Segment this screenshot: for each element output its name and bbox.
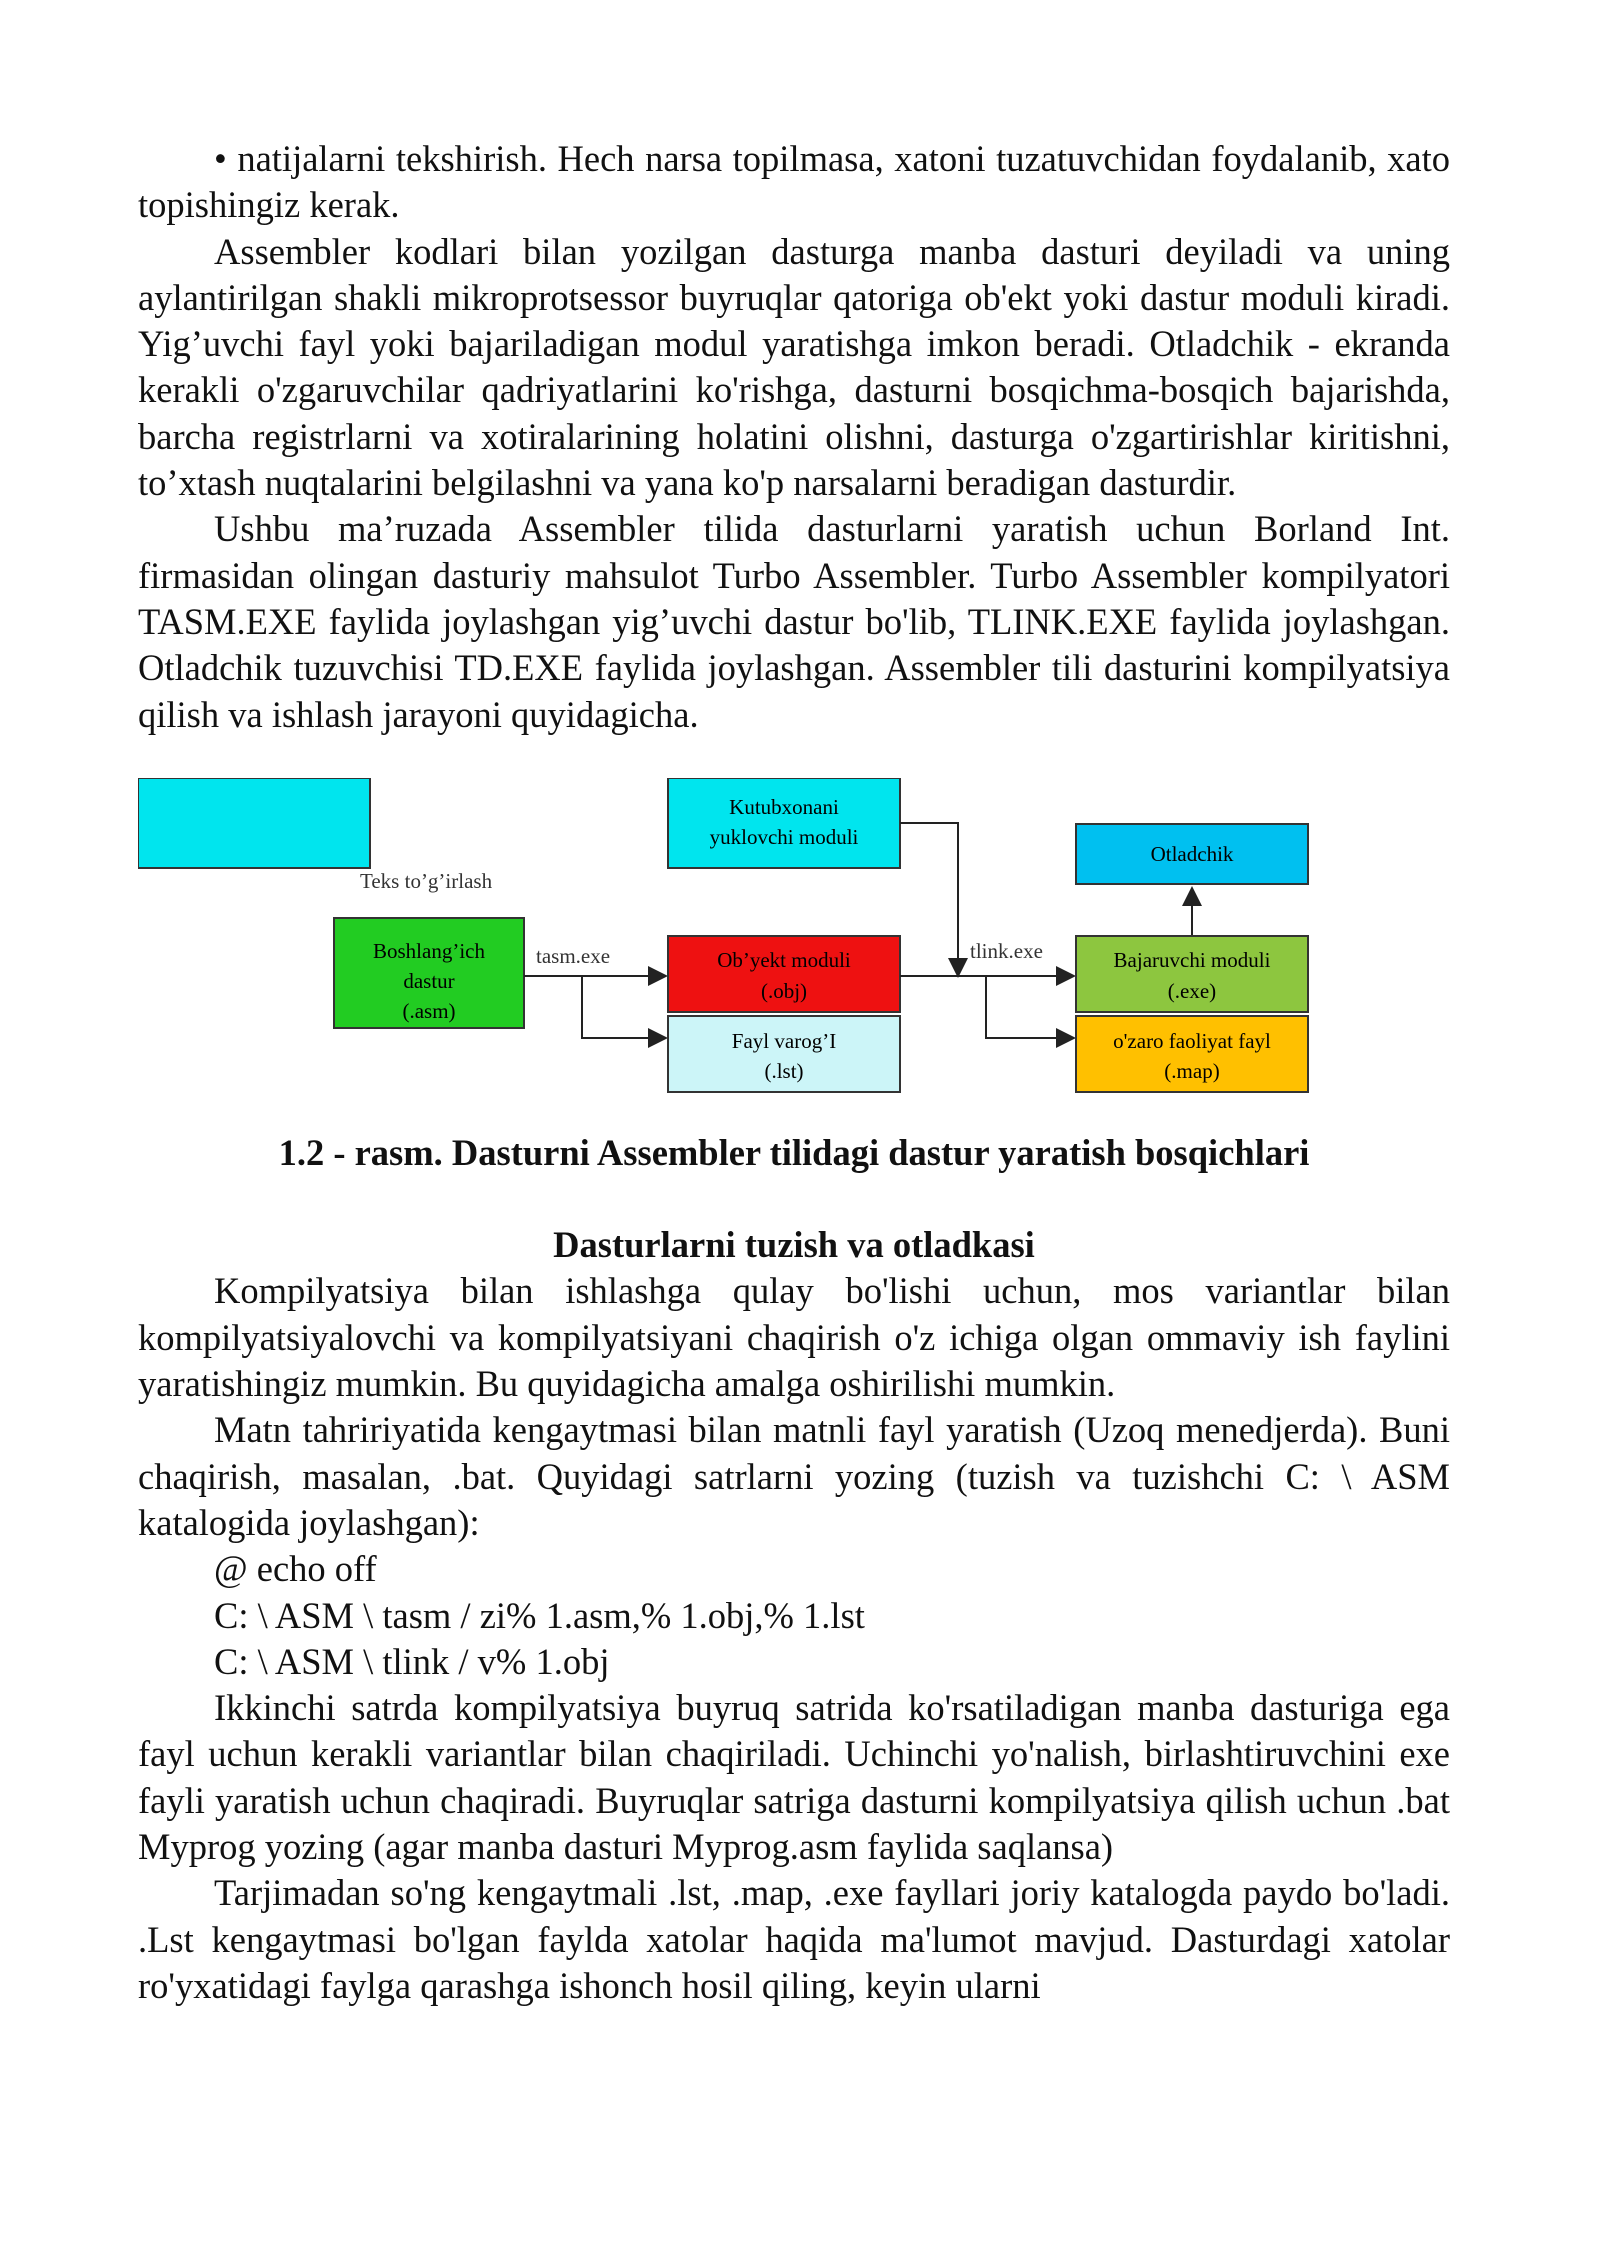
- document-page: [138, 136, 1450, 2009]
- section-heading: Dasturlarni tuzish va otladkasi: [553, 1224, 1035, 1266]
- svg-text:Fayl varog’I: Fayl varog’I: [731, 1028, 837, 1053]
- svg-text:(.exe): (.exe): [1167, 978, 1217, 1003]
- svg-text:Bajaruvchi moduli: Bajaruvchi moduli: [1113, 947, 1271, 972]
- tasm-label: tasm.exe: [536, 943, 611, 968]
- paragraph-assembler-intro: Assembler kodlari bilan yozilgan dasturga manba dasturi deyiladi va uning aylantirilgan shakli mikroprotsessor buyruqlar qatoriga ob'ekt yoki dastur moduli kiradi. Yig’uvchi fayl yoki bajariladigan modul yaratishga imkon beradi. Otladchik - ekranda kerakli o'zgaruvchilar qadriyatlarini ko'rishga, dasturni bosqichma-bosqich bajarishda, barcha registrlarni va xotiralarining holatini olishni, dasturga o'zgartirishlar kiritishni, to’xtash nuqtalarini belgilashni va yana ko'p narsalarni beradigan dasturdir.: [138, 230, 1450, 504]
- svg-text:yuklovchi moduli: yuklovchi moduli: [709, 824, 859, 849]
- svg-text:Otladchik: Otladchik: [1150, 841, 1234, 866]
- svg-text:(.obj): (.obj): [760, 978, 808, 1003]
- executable-module-box: [1076, 936, 1308, 1012]
- code-line-2: C: \ ASM \ tasm / zi% 1.asm,% 1.obj,% 1.lst: [214, 1594, 865, 1636]
- code-line-3: C: \ ASM \ tlink / v% 1.obj: [214, 1640, 610, 1682]
- svg-text:o'zaro faoliyat fayl: o'zaro faoliyat fayl: [1113, 1028, 1271, 1053]
- paragraph-compilation: Kompilyatsiya bilan ishlashga qulay bo'lishi uchun, mos variantlar bilan kompilyatsiyalovchi va kompilyatsiyani chaqirish o'z ichiga olgan ommaviy ish faylini yaratishingiz mumkin. Bu quyidagicha amalga oshirilishi mumkin.: [138, 1270, 1450, 1405]
- svg-text:dastur: dastur: [403, 968, 455, 993]
- map-file-box: [1076, 1016, 1308, 1092]
- object-module-box: [668, 936, 900, 1012]
- tlink-label: tlink.exe: [970, 938, 1043, 963]
- library-loader-box: [138, 778, 900, 868]
- code-line-1: @ echo off: [214, 1548, 377, 1590]
- debugger-box: [1076, 824, 1308, 884]
- paragraph-text-editor: Matn tahririyatida kengaytmasi bilan matnli fayl yaratish (Uzoq menedjerda). Buni chaqirish, masalan, .bat. Quyidagi satrlarni yozing (tuzish va tuzishchi C: \ ASM katalogida joylashgan):: [138, 1409, 1450, 1543]
- svg-text:Ob’yekt moduli: Ob’yekt moduli: [717, 947, 851, 972]
- svg-text:(.lst): (.lst): [764, 1058, 804, 1083]
- svg-text:Kutubxonani: Kutubxonani: [729, 794, 839, 819]
- svg-text:Boshlang’ich: Boshlang’ich: [373, 938, 485, 963]
- text-editing-label: Teks to’g’irlash: [360, 868, 493, 893]
- paragraph-translation: Tarjimadan so'ng kengaytmali .lst, .map, .exe fayllari joriy katalogda paydo bo'ladi. .Lst kengaytmasi bo'lgan faylda xatolar haqida ma'lumot mavjud. Dasturdagi xatolar ro'yxatidagi faylga qarashga ishonch hosil qiling, keyin ularni: [138, 1872, 1450, 2006]
- listing-file-box: [668, 1016, 900, 1092]
- source-program-box: [334, 918, 524, 1028]
- build-process-diagram: [138, 778, 1450, 1108]
- svg-text:(.map): (.map): [1164, 1058, 1220, 1083]
- paragraph-second-line: Ikkinchi satrda kompilyatsiya buyruq satrida ko'rsatiladigan manba dasturiga ega fayl uchun kerakli variantlar bilan chaqiriladi. Uchinchi yo'nalish, birlashtiruvchini exe fayli yaratish uchun chaqiradi. Buyruqlar satriga dasturni kompilyatsiya qilish uchun .bat Myprog yozing (agar manba dasturi Myprog.asm faylida saqlansa): [138, 1687, 1450, 1868]
- paragraph-turbo-assembler: Ushbu ma’ruzada Assembler tilida dasturlarni yaratish uchun Borland Int. firmasidan olingan dasturiy mahsulot Turbo Assembler. Turbo Assembler kompilyatori TASM.EXE faylida joylashgan yig’uvchi dastur bo'lib, TLINK.EXE faylida joylashgan. Otladchik tuzuvchisi TD.EXE faylida joylashgan. Assembler tili dasturini kompilyatsiya qilish va ishlash jarayoni quyidagicha.: [138, 508, 1450, 735]
- figure-caption: 1.2 - rasm. Dasturni Assembler tilidagi dastur yaratish bosqichlari: [278, 1131, 1310, 1173]
- svg-text:(.asm): (.asm): [402, 998, 456, 1023]
- paragraph-bullet-check: • natijalarni tekshirish. Hech narsa topilmasa, xatoni tuzatuvchidan foydalanib, xato topishingiz kerak.: [138, 138, 1450, 226]
